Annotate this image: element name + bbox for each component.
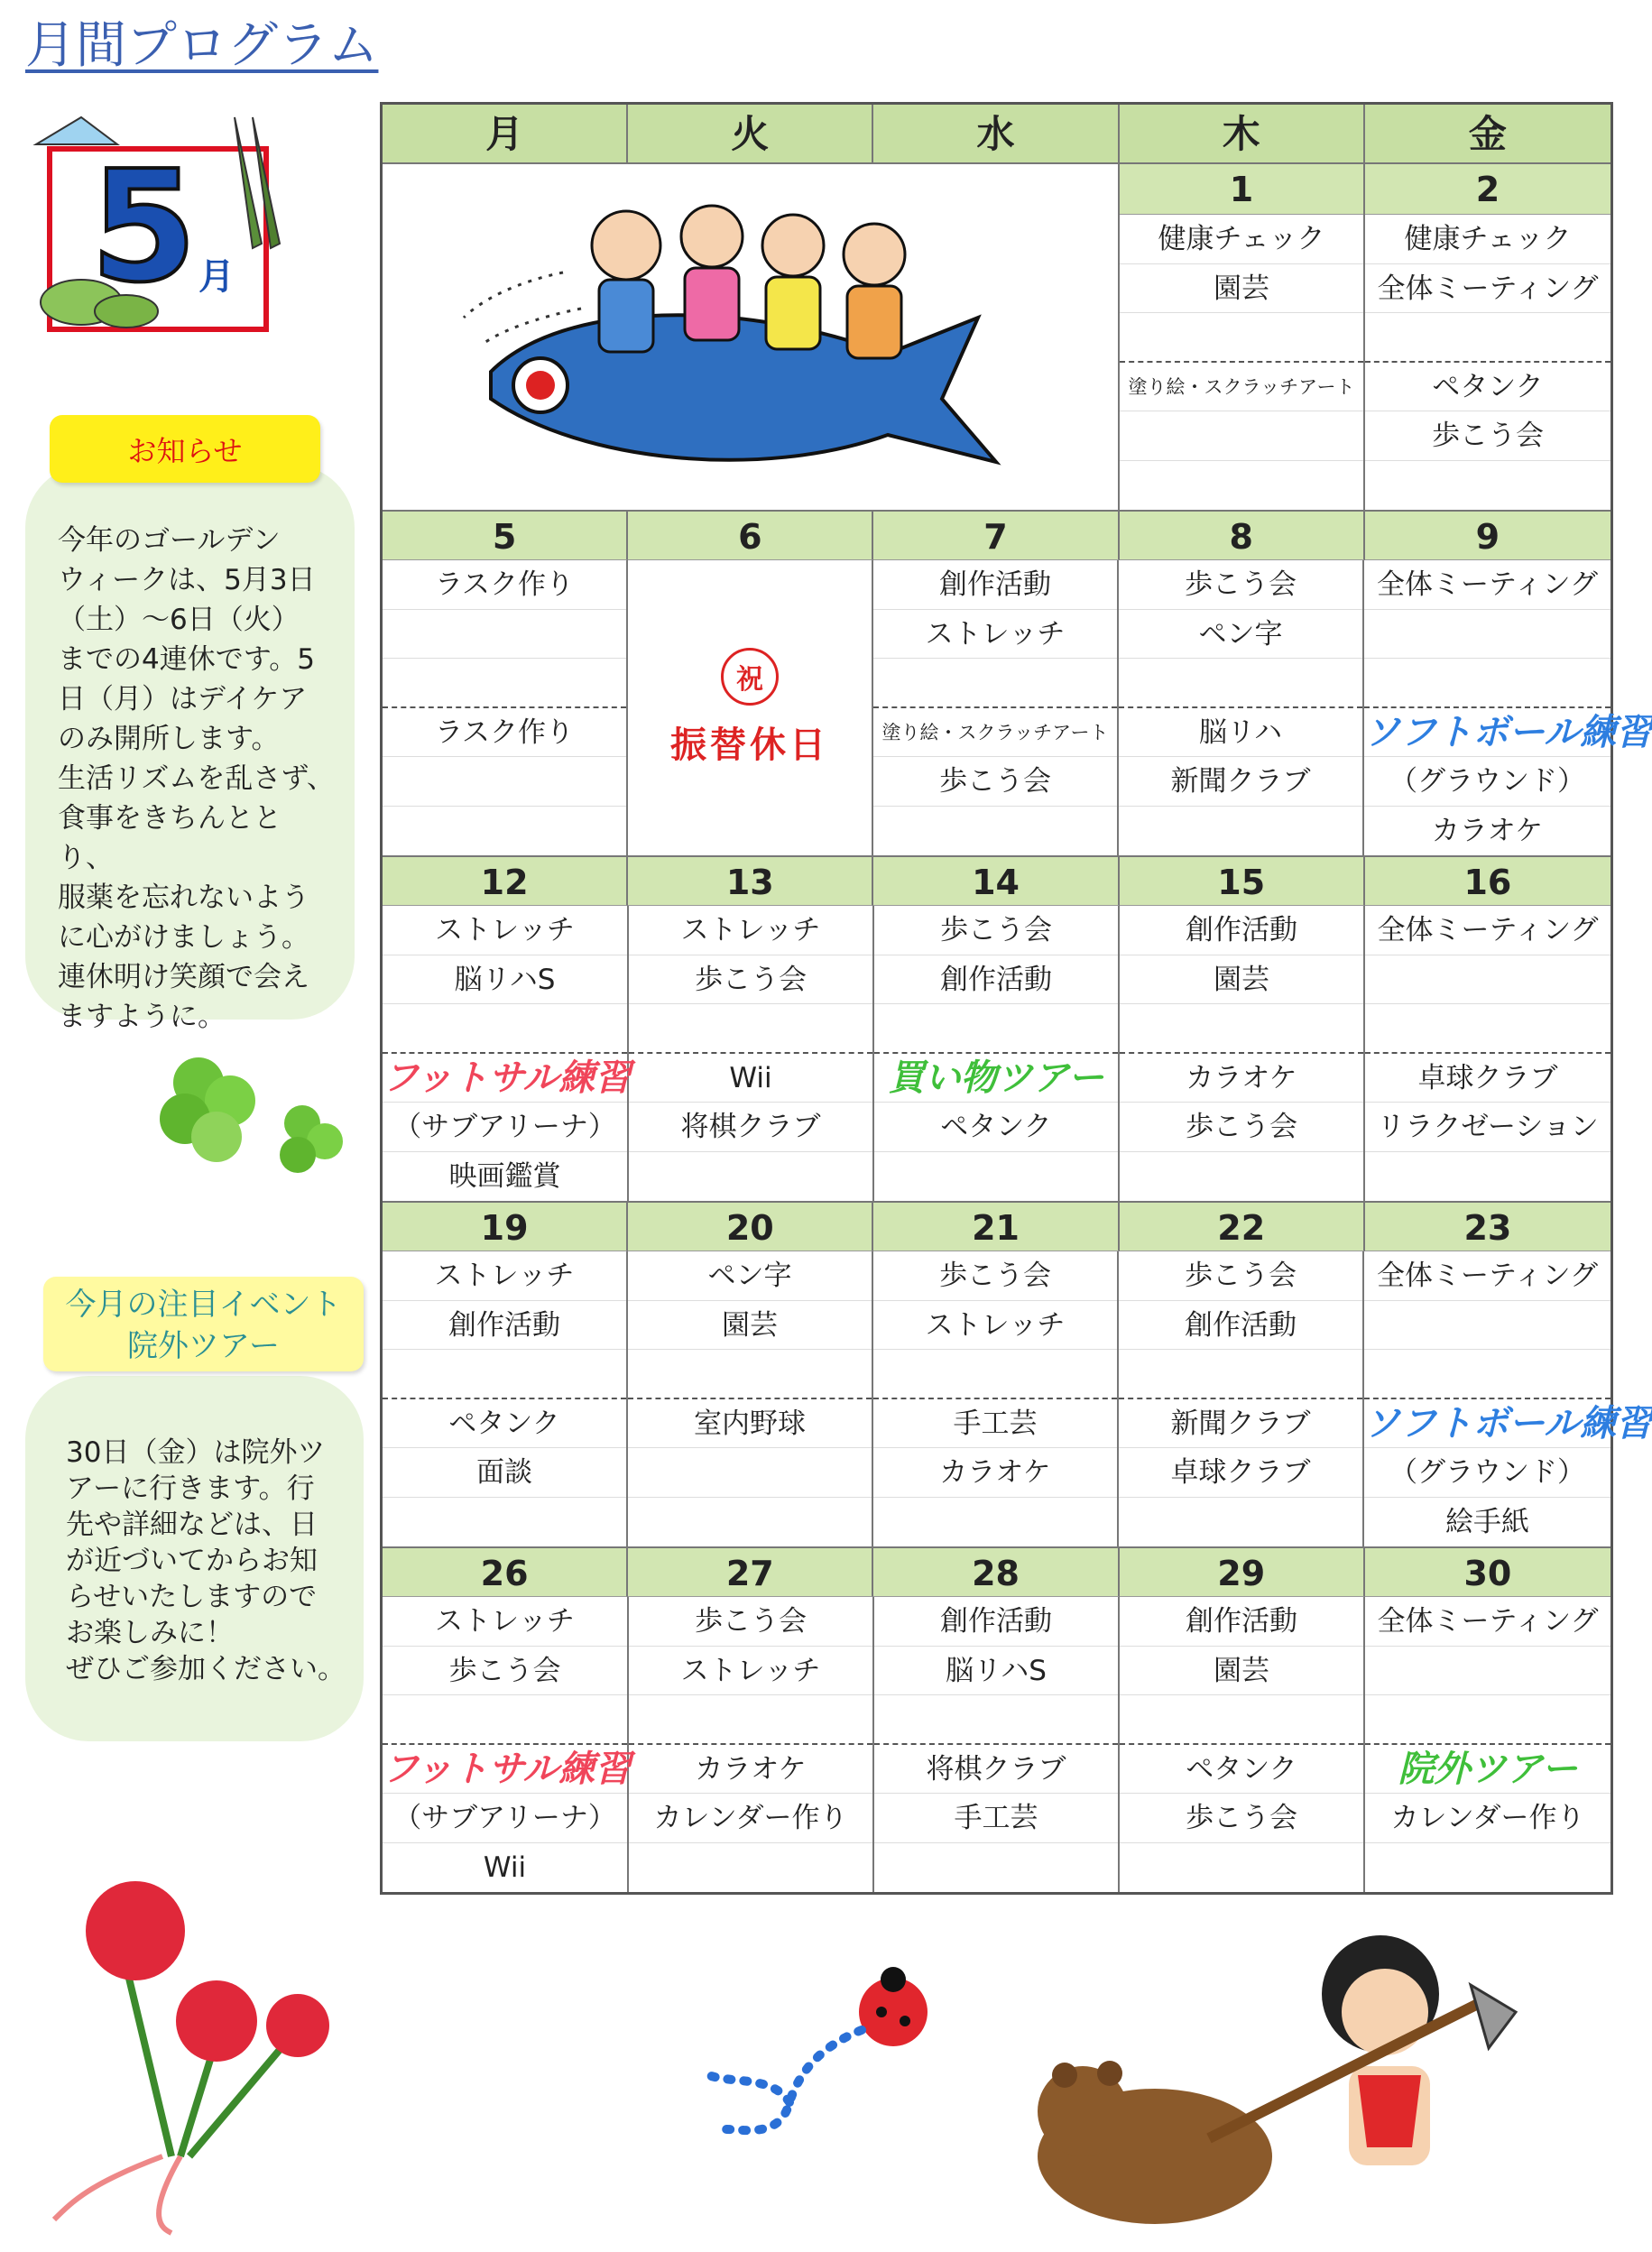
notice-line: に心がけましょう。 <box>58 921 309 954</box>
day-number: 12 <box>383 855 628 906</box>
activity: 歩こう会 <box>629 1597 872 1647</box>
day-number: 6 <box>628 510 873 560</box>
holiday-label: 振替休日 <box>670 725 829 766</box>
activity: カレンダー作り <box>1365 1794 1610 1843</box>
day-number: 9 <box>1365 510 1610 560</box>
weekday-header: 月 <box>383 105 628 164</box>
activity <box>873 807 1117 856</box>
day-number: 8 <box>1120 510 1365 560</box>
activity: ストレッチ <box>629 1647 872 1696</box>
activity: 健康チェック <box>1365 215 1610 264</box>
activity <box>1364 1350 1610 1399</box>
month-number: 5 <box>90 138 198 317</box>
day-cell <box>383 1251 628 1546</box>
day-cell <box>1364 560 1652 855</box>
activity: カラオケ <box>1120 1054 1363 1103</box>
day-cell <box>628 1251 873 1546</box>
day-number: 19 <box>383 1201 628 1251</box>
day-number: 14 <box>873 855 1119 906</box>
activity: 創作活動 <box>383 1301 626 1351</box>
ladybug-illustration <box>690 1949 961 2165</box>
activity <box>1120 411 1363 461</box>
activity: 新聞クラブ <box>1119 1399 1362 1449</box>
notice-line: までの4連休です。5 <box>58 643 315 676</box>
day-number: 2 <box>1365 164 1610 215</box>
day-cell <box>1364 1251 1652 1546</box>
activity <box>383 1350 626 1399</box>
activity <box>628 1498 872 1547</box>
activity: 将棋クラブ <box>874 1745 1118 1795</box>
activity: ストレッチ <box>873 610 1117 660</box>
activity: 映画鑑賞 <box>448 1159 561 1193</box>
day-cell <box>1365 164 1610 510</box>
activity <box>383 1004 627 1054</box>
activity: 創作活動 <box>1120 1597 1363 1647</box>
day-number: 30 <box>1365 1546 1610 1597</box>
activity: 将棋クラブ <box>629 1103 872 1152</box>
carnation-illustration <box>36 1859 361 2238</box>
event-line: ぜひご参加ください。 <box>66 1653 346 1685</box>
day-cell <box>1365 1597 1610 1892</box>
activity <box>629 1004 872 1054</box>
activity: 創作活動 <box>1120 906 1363 955</box>
activity: 歩こう会 <box>873 757 1117 807</box>
day-number: 23 <box>1365 1201 1610 1251</box>
activity <box>1365 1152 1610 1202</box>
calendar-week-4 <box>383 1251 1652 1546</box>
calendar-week-5 <box>383 1597 1610 1892</box>
activity <box>1365 1004 1610 1054</box>
notice-line: 生活リズムを乱さず、 <box>58 762 335 795</box>
activity: （サブアリーナ） <box>383 1794 627 1843</box>
activity: 歩こう会 <box>1365 411 1610 461</box>
day-cell <box>383 560 628 855</box>
day-cell <box>873 1251 1119 1546</box>
activity <box>1120 1152 1363 1202</box>
day-cell <box>629 1597 874 1892</box>
activity-highlight: 院外ツアー <box>1365 1745 1610 1795</box>
activity: 脳リハ <box>1119 708 1362 758</box>
activity <box>1364 659 1610 708</box>
calendar-table <box>380 102 1652 1895</box>
activity: 創作活動 <box>874 955 1118 1005</box>
activity <box>383 1498 626 1547</box>
day-number: 29 <box>1120 1546 1365 1597</box>
event-line: 30日（金）は院外ツ <box>66 1436 326 1469</box>
day-number: 7 <box>873 510 1119 560</box>
event-label-2: 院外ツアー <box>127 1328 280 1364</box>
date-row <box>383 1546 1610 1597</box>
activity: 園芸 <box>628 1301 872 1351</box>
activity <box>383 659 626 708</box>
kintaro-and-bear-illustration <box>1029 1913 1534 2247</box>
activity: 創作活動 <box>873 560 1117 610</box>
day-cell <box>874 906 1120 1201</box>
activity: ペン字 <box>628 1251 872 1301</box>
day-cell <box>874 1597 1120 1892</box>
day-cell <box>1120 164 1365 510</box>
activity: ストレッチ <box>873 1301 1117 1351</box>
day-cell <box>1120 906 1365 1201</box>
calendar-week-1 <box>383 164 1610 510</box>
activity: ペタンク <box>383 1399 626 1449</box>
weekday-header: 木 <box>1120 105 1365 164</box>
activity <box>383 610 626 660</box>
notice-label: お知らせ <box>50 415 320 483</box>
notice-line: 今年のゴールデン <box>58 524 281 557</box>
activity: 全体ミーティング <box>1365 1597 1610 1647</box>
activity: カラオケ <box>873 1448 1117 1498</box>
activity: （サブアリーナ） <box>383 1103 627 1152</box>
notice-line: 食事をきちんととり、 <box>58 802 281 874</box>
event-line: が近づいてからお知 <box>66 1545 318 1577</box>
activity: 手工芸 <box>873 1399 1117 1449</box>
day-number: 1 <box>1120 164 1363 215</box>
celebration-mark-icon: 祝 <box>721 648 779 706</box>
activity <box>1365 1647 1610 1696</box>
event-line: 先や詳細などは、日 <box>66 1509 318 1541</box>
activity <box>1119 1498 1362 1547</box>
activity <box>1120 1004 1363 1054</box>
event-line: お楽しみに！ <box>66 1617 234 1649</box>
activity: ペタンク <box>874 1103 1118 1152</box>
notice-line: （土）～6日（火） <box>58 604 300 636</box>
day-number: 16 <box>1365 855 1610 906</box>
day-cell <box>383 906 632 1201</box>
activity: 歩こう会 <box>1120 1103 1363 1152</box>
activity: 歩こう会 <box>383 1647 627 1696</box>
notice-line: 日（月）はデイケア <box>58 683 308 715</box>
activity <box>1120 1695 1363 1745</box>
day-cell <box>629 906 874 1201</box>
koinobori-illustration-cell <box>383 164 1120 510</box>
activity: ストレッチ <box>383 1251 626 1301</box>
event-label-1: 今月の注目イベント <box>65 1287 342 1323</box>
calendar-week-2 <box>383 560 1652 855</box>
day-number: 13 <box>628 855 873 906</box>
activity: 創作活動 <box>874 1597 1118 1647</box>
activity <box>1119 659 1362 708</box>
activity <box>873 659 1117 708</box>
activity: ストレッチ <box>383 906 627 955</box>
day-number: 20 <box>628 1201 873 1251</box>
day-cell <box>873 560 1119 855</box>
weekday-header-row <box>383 105 1610 164</box>
notice-line: のみ開所します。 <box>58 723 280 755</box>
date-row <box>383 1201 1610 1251</box>
activity: 塗り絵・スクラッチアート <box>873 708 1117 758</box>
activity: 全体ミーティング <box>1364 560 1610 610</box>
activity: 歩こう会 <box>1120 1794 1363 1843</box>
activity <box>873 1350 1117 1399</box>
page-title: 月間プログラム <box>25 16 379 75</box>
activity: ストレッチ <box>383 1597 627 1647</box>
activity: 脳リハS <box>383 955 627 1005</box>
weekday-header: 水 <box>873 105 1119 164</box>
calendar-week-3 <box>383 906 1610 1201</box>
day-cell-holiday <box>628 560 873 855</box>
activity <box>1365 1843 1610 1893</box>
event-line: らせいたしますので <box>66 1581 318 1613</box>
activity: Wii <box>629 1054 872 1103</box>
activity: （グラウンド） <box>1364 1448 1610 1498</box>
activity <box>874 1843 1118 1893</box>
event-line: アーに行きます。行 <box>66 1472 315 1505</box>
day-number: 5 <box>383 510 628 560</box>
activity: 歩こう会 <box>629 955 872 1005</box>
activity <box>383 757 626 807</box>
activity: 全体ミーティング <box>1365 264 1610 314</box>
activity: 卓球クラブ <box>1365 1054 1610 1103</box>
activity <box>629 1695 872 1745</box>
activity <box>1119 807 1362 856</box>
activity: 室内野球 <box>628 1399 872 1449</box>
activity: カラオケ <box>629 1745 872 1795</box>
activity: 歩こう会 <box>1119 1251 1362 1301</box>
day-number: 27 <box>628 1546 873 1597</box>
day-cell <box>1365 906 1610 1201</box>
date-row <box>383 510 1610 560</box>
activity: リラクゼーション <box>1365 1103 1610 1152</box>
activity <box>1365 955 1610 1005</box>
activity: 園芸 <box>1120 264 1363 314</box>
notice-box <box>25 465 355 1033</box>
activity: 全体ミーティング <box>1365 906 1610 955</box>
day-cell <box>1120 1597 1365 1892</box>
activity: 脳リハS <box>874 1647 1118 1696</box>
activity: 健康チェック <box>1120 215 1363 264</box>
activity: 塗り絵・スクラッチアート <box>1120 363 1363 412</box>
activity-highlight: ソフトボール練習 <box>1364 1399 1610 1449</box>
activity <box>1119 1350 1362 1399</box>
activity: 新聞クラブ <box>1119 757 1362 807</box>
activity: 歩こう会 <box>874 906 1118 955</box>
activity <box>1120 461 1363 509</box>
activity <box>1364 1301 1610 1351</box>
activity <box>874 1152 1118 1202</box>
activity: ストレッチ <box>629 906 872 955</box>
activity: 園芸 <box>1120 1647 1363 1696</box>
activity-highlight: フットサル練習 <box>383 1054 627 1103</box>
month-unit: 月 <box>198 256 235 298</box>
activity-highlight: フットサル練習 <box>383 1745 627 1795</box>
day-number: 22 <box>1120 1201 1365 1251</box>
activity: ラスク作り <box>383 560 626 610</box>
activity: 園芸 <box>1120 955 1363 1005</box>
activity <box>1120 1843 1363 1893</box>
activity: 歩こう会 <box>873 1251 1117 1301</box>
activity <box>628 1350 872 1399</box>
day-cell <box>1119 1251 1364 1546</box>
date-row <box>383 855 1610 906</box>
day-number: 26 <box>383 1546 628 1597</box>
weekday-header: 金 <box>1365 105 1610 164</box>
notice-line: ますように。 <box>58 1001 226 1033</box>
activity <box>1365 1695 1610 1745</box>
activity: 歩こう会 <box>1119 560 1362 610</box>
activity-highlight: 買い物ツアー <box>874 1054 1118 1103</box>
activity: ラスク作り <box>383 708 626 758</box>
clover-illustration <box>144 1038 361 1191</box>
activity <box>1365 313 1610 363</box>
activity-highlight: ソフトボール練習 <box>1364 708 1610 758</box>
notice-line: ウィークは、5月3日 <box>58 564 316 596</box>
activity <box>383 1695 627 1745</box>
activity: ペタンク <box>1120 1745 1363 1795</box>
activity: 面談 <box>383 1448 626 1498</box>
activity: ペタンク <box>1365 363 1610 412</box>
event-box <box>25 1376 364 1741</box>
weekday-header: 火 <box>628 105 873 164</box>
activity: カレンダー作り <box>629 1794 872 1843</box>
activity: 手工芸 <box>874 1794 1118 1843</box>
activity <box>629 1843 872 1893</box>
activity <box>629 1152 872 1202</box>
activity <box>1120 313 1363 363</box>
notice-line: 連休明け笑顔で会え <box>58 961 309 993</box>
activity: カラオケ <box>1431 814 1544 847</box>
activity: 全体ミーティング <box>1364 1251 1610 1301</box>
day-number: 15 <box>1120 855 1365 906</box>
activity <box>874 1004 1118 1054</box>
event-label <box>43 1277 364 1371</box>
activity <box>383 807 626 856</box>
activity <box>874 1695 1118 1745</box>
activity: （グラウンド） <box>1364 757 1610 807</box>
activity <box>873 1498 1117 1547</box>
activity <box>1364 610 1610 660</box>
activity: 絵手紙 <box>1445 1505 1529 1538</box>
activity: ペン字 <box>1119 610 1362 660</box>
activity <box>628 1448 872 1498</box>
notice-line: 服薬を忘れないよう <box>58 881 309 914</box>
koinobori-illustration <box>383 164 1118 510</box>
day-cell <box>383 1597 632 1892</box>
activity <box>1365 461 1610 509</box>
activity: 卓球クラブ <box>1119 1448 1362 1498</box>
may-badge-illustration <box>27 108 298 343</box>
day-cell <box>1119 560 1364 855</box>
day-number: 28 <box>873 1546 1119 1597</box>
day-number: 21 <box>873 1201 1119 1251</box>
activity: Wii <box>483 1851 527 1884</box>
activity: 創作活動 <box>1119 1301 1362 1351</box>
